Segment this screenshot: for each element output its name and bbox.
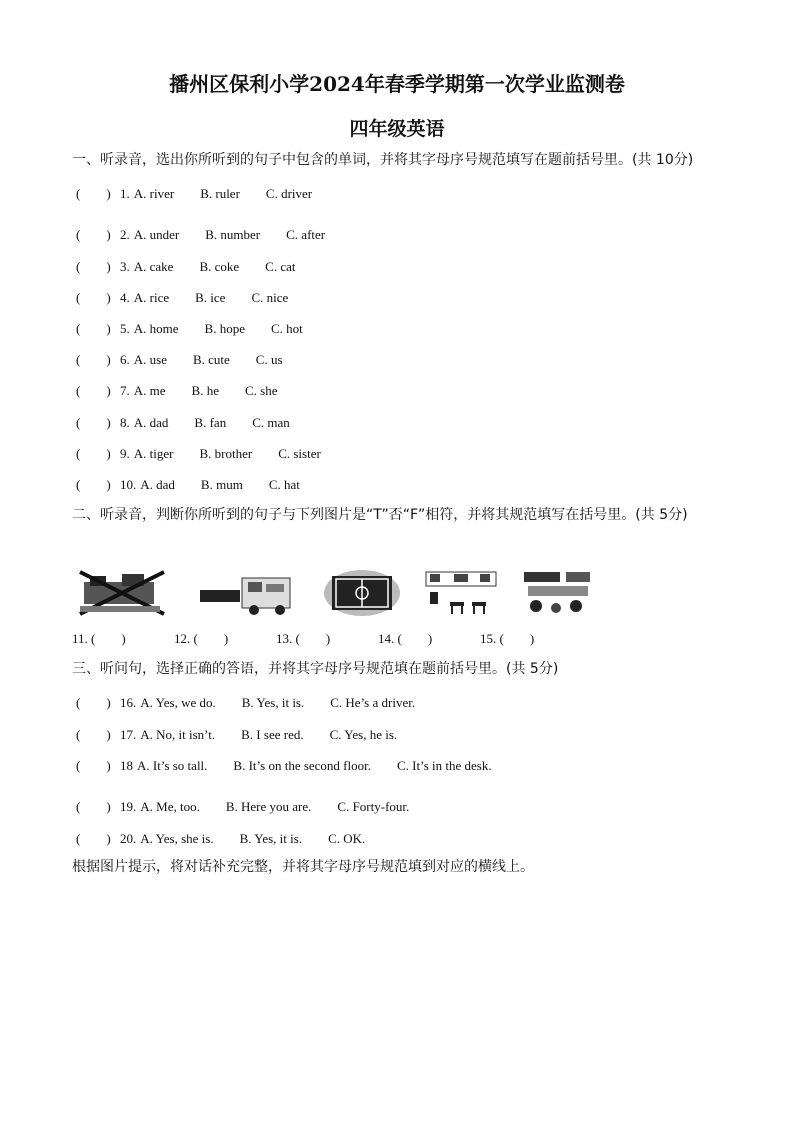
question-row [76,349,283,368]
question-row [76,828,365,847]
option-a: A. Me, too. [140,799,200,814]
question-number: 8. [120,415,130,430]
option-c: C. man [252,415,290,430]
option-c: C. she [244,383,278,398]
option-c: C. Forty-four. [337,799,410,814]
answer-parentheses[interactable]: ( ) [76,758,111,773]
question-row [76,755,492,774]
question-row [76,724,397,743]
crossed-out-table-icon [76,568,168,618]
option-a: A. No, it isn’t. [140,727,216,742]
option-b: B. mum [200,477,243,492]
option-c: C. cat [265,259,296,274]
game-scene-icon [522,568,596,618]
option-c: C. nice [251,290,289,305]
question-number: 19. [120,799,137,814]
answer-parentheses[interactable]: ( ) [76,186,111,201]
question-number: 2. [120,227,130,242]
football-field-icon [322,568,402,618]
car-icon [198,568,294,618]
question-number: 1. [120,186,130,201]
answer-parentheses[interactable]: ( ) [76,352,111,367]
question-row [76,692,415,711]
option-c: C. sister [278,446,321,461]
answer-15[interactable]: 15. ( ) [480,631,535,646]
answer-parentheses[interactable]: ( ) [76,383,111,398]
option-b: B. brother [199,446,253,461]
question-number: 17. [120,727,137,742]
option-a: A. It’s so tall. [137,758,208,773]
answer-parentheses[interactable]: ( ) [76,477,111,492]
option-b: B. Yes, it is. [241,695,305,710]
option-a: A. Yes, she is. [140,831,214,846]
answer-13[interactable]: 13. ( ) [276,631,331,646]
answer-parentheses[interactable]: ( ) [76,727,111,742]
section2-heading: 二、听录音，判断你所听到的句子与下列图片是“T”否“F”相符，并将其规范填写在括号里。(共 5分) [72,507,688,523]
question-number: 18 [120,758,133,773]
option-c: C. OK. [328,831,366,846]
option-c: C. hot [270,321,303,336]
question-number: 5. [120,321,130,336]
question-row [76,256,296,275]
option-a: A. rice [133,290,170,305]
question-number: 10. [120,477,137,492]
section2-pictures [72,568,672,620]
question-number: 6. [120,352,130,367]
option-a: A. under [133,227,180,242]
option-a: A. cake [133,259,174,274]
question-number: 9. [120,446,130,461]
answer-parentheses[interactable]: ( ) [76,259,111,274]
question-number: 16. [120,695,137,710]
question-row [76,796,409,815]
question-number: 3. [120,259,130,274]
section2-answer-row [72,628,692,650]
section1-heading: 一、听录音，选出你所听到的句子中包含的单词，并将其字母序号规范填写在题前括号里。(共 10分) [72,152,694,168]
answer-parentheses[interactable]: ( ) [76,799,111,814]
question-number: 7. [120,383,130,398]
question-row [76,380,277,399]
option-a: A. dad [140,477,175,492]
page-title: 播州区保利小学2024年春季学期第一次学业监测卷 [169,72,625,96]
question-number: 20. [120,831,137,846]
option-b: B. number [205,227,261,242]
option-c: C. hat [268,477,300,492]
option-a: A. me [133,383,166,398]
option-b: B. fan [194,415,227,430]
page-subtitle: 四年级英语 [349,118,445,140]
option-a: A. Yes, we do. [140,695,216,710]
option-b: B. coke [199,259,240,274]
answer-12[interactable]: 12. ( ) [174,631,229,646]
option-c: C. us [255,352,283,367]
option-b: B. he [191,383,219,398]
option-b: B. I see red. [241,727,304,742]
option-c: C. after [286,227,326,242]
question-row [76,287,288,306]
question-row [76,474,300,493]
answer-parentheses[interactable]: ( ) [76,695,111,710]
option-b: B. Yes, it is. [239,831,303,846]
option-b: B. ruler [200,186,240,201]
answer-parentheses[interactable]: ( ) [76,415,111,430]
answer-11[interactable]: 11. ( ) [72,631,126,646]
option-a: A. dad [133,415,169,430]
option-b: B. Here you are. [225,799,312,814]
option-b: B. hope [204,321,245,336]
option-c: C. He’s a driver. [330,695,416,710]
section4-heading: 根据图片提示，将对话补充完整，并将其字母序号规范填到对应的横线上。 [72,859,534,875]
option-b: B. It’s on the second floor. [233,758,371,773]
option-a: A. river [133,186,175,201]
question-row [76,224,325,243]
option-a: A. use [133,352,167,367]
option-b: B. ice [195,290,226,305]
answer-14[interactable]: 14. ( ) [378,631,433,646]
question-row [76,318,303,337]
question-row [76,443,321,462]
answer-parentheses[interactable]: ( ) [76,227,111,242]
option-c: C. Yes, he is. [329,727,398,742]
section3-heading: 三、听问句，选择正确的答语，并将其字母序号规范填在题前括号里。(共 5分) [72,661,559,677]
answer-parentheses[interactable]: ( ) [76,831,111,846]
classroom-icon [424,568,498,618]
answer-parentheses[interactable]: ( ) [76,321,111,336]
question-row [76,183,312,202]
option-c: C. driver [265,186,313,201]
question-number: 4. [120,290,130,305]
option-b: B. cute [192,352,230,367]
option-c: C. It’s in the desk. [397,758,492,773]
answer-parentheses[interactable]: ( ) [76,290,111,305]
answer-parentheses[interactable]: ( ) [76,446,111,461]
option-a: A. tiger [133,446,174,461]
option-a: A. home [133,321,179,336]
question-row [76,412,290,431]
